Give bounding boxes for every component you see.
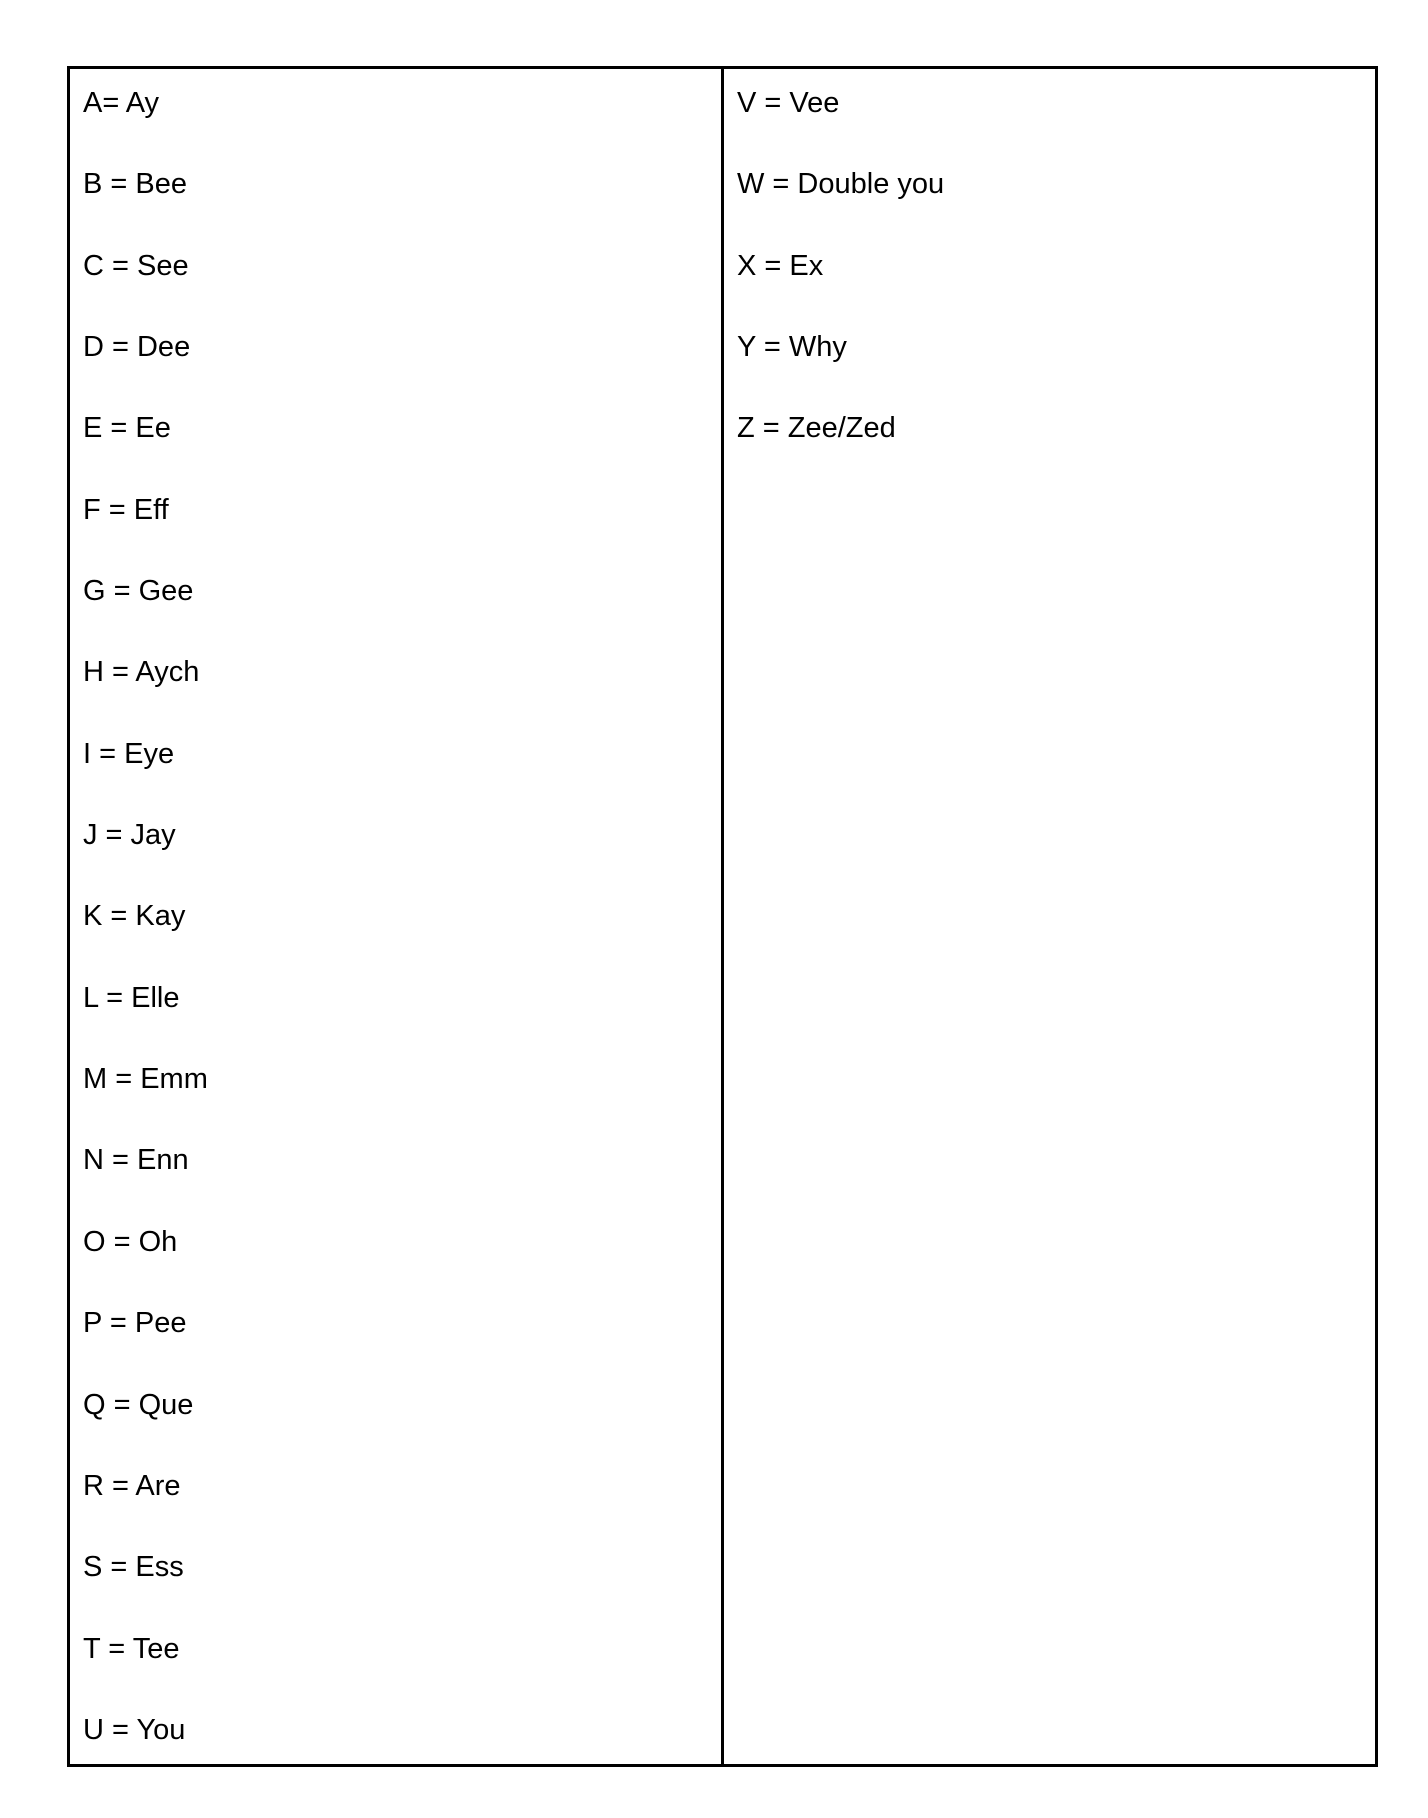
- letter-entry-y: Y = Why: [737, 331, 847, 364]
- letter-entry-x: X = Ex: [737, 249, 824, 282]
- right-column: [721, 69, 1375, 1764]
- letter-entry-r: R = Are: [83, 1469, 181, 1502]
- letter-entry-m: M = Emm: [83, 1063, 208, 1096]
- letter-entry-l: L = Elle: [83, 981, 180, 1014]
- letter-entry-v: V = Vee: [737, 87, 840, 119]
- letter-entry-t: T = Tee: [83, 1632, 180, 1665]
- letter-entry-a: A= Ay: [83, 87, 160, 119]
- letter-entry-h: H = Aych: [83, 656, 200, 689]
- letter-entry-c: C = See: [83, 249, 189, 282]
- letter-entry-z: Z = Zee/Zed: [737, 412, 896, 445]
- letter-entry-u: U = You: [83, 1713, 186, 1746]
- letter-entry-q: Q = Que: [83, 1388, 194, 1421]
- letter-entry-g: G = Gee: [83, 575, 194, 608]
- letter-entry-f: F = Eff: [83, 493, 169, 526]
- letter-entry-o: O = Oh: [83, 1225, 178, 1258]
- letter-entry-w: W = Double you: [737, 168, 945, 201]
- left-column: [70, 69, 721, 1764]
- letter-entry-e: E = Ee: [83, 412, 171, 445]
- letter-entry-i: I = Eye: [83, 737, 175, 770]
- letter-entry-k: K = Kay: [83, 900, 186, 933]
- letter-entry-s: S = Ess: [83, 1551, 184, 1584]
- letter-entry-b: B = Bee: [83, 168, 187, 201]
- alphabet-table: [67, 66, 1378, 1767]
- letter-entry-p: P = Pee: [83, 1307, 187, 1340]
- letter-entry-j: J = Jay: [83, 819, 176, 852]
- letter-entry-d: D = Dee: [83, 331, 191, 364]
- letter-entry-n: N = Enn: [83, 1144, 189, 1177]
